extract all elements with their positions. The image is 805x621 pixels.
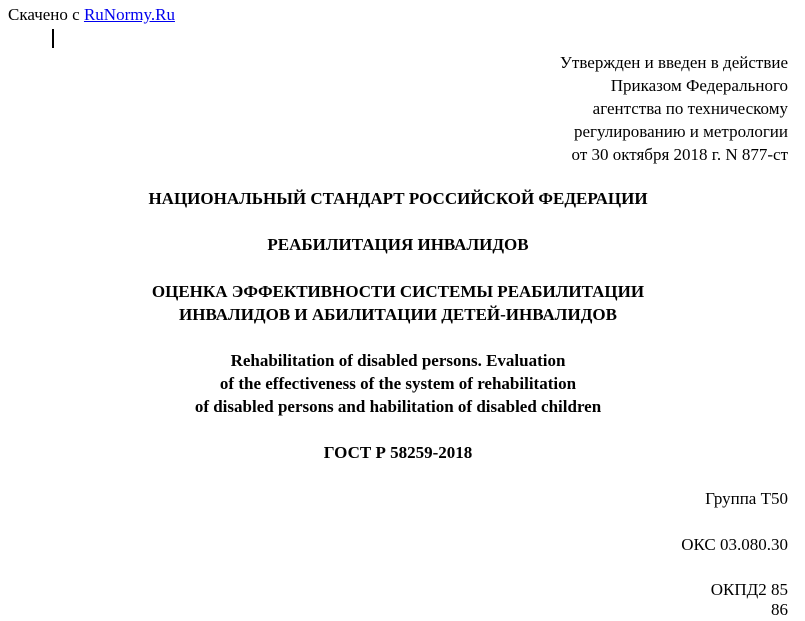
- standard-title-main: [0, 233, 796, 256]
- approval-line: агентства по техническому: [592, 99, 788, 118]
- standard-title-sub-line: ОЦЕНКА ЭФФЕКТИВНОСТИ СИСТЕМЫ РЕАБИЛИТАЦИИ: [151, 282, 645, 301]
- standard-designation-text: ГОСТ Р 58259-2018: [323, 443, 473, 462]
- classification-okpd: ОКПД2 85: [710, 580, 788, 599]
- approval-block: [560, 51, 788, 166]
- standard-title-en-line: Rehabilitation of disabled persons. Evaluation: [230, 351, 566, 370]
- standard-title-en-line: of disabled persons and habilitation of disabled children: [194, 397, 602, 416]
- standard-type: [0, 187, 796, 210]
- classification-oks: ОКС 03.080.30: [681, 535, 788, 554]
- standard-title-en-line: of the effectiveness of the system of rehabilitation: [219, 374, 577, 393]
- classification-group: Группа Т50: [705, 489, 788, 508]
- standard-title-sub: [0, 280, 796, 326]
- source-line: [8, 5, 175, 25]
- standard-title-main-text: РЕАБИЛИТАЦИЯ ИНВАЛИДОВ: [267, 235, 529, 254]
- approval-line: от 30 октября 2018 г. N 877-ст: [571, 145, 788, 164]
- standard-designation: [0, 441, 796, 464]
- source-prefix: Скачено с: [8, 5, 84, 24]
- approval-line: Приказом Федерального: [610, 76, 788, 95]
- source-link[interactable]: RuNormy.Ru: [83, 5, 175, 24]
- text-cursor: [52, 29, 54, 48]
- standard-type-text: НАЦИОНАЛЬНЫЙ СТАНДАРТ РОССИЙСКОЙ ФЕДЕРАЦИИ: [148, 189, 648, 208]
- approval-line: Утвержден и введен в действие: [559, 53, 788, 72]
- classification-okpd-continued: 86: [771, 600, 788, 619]
- standard-title-en: [0, 349, 796, 418]
- approval-line: регулированию и метрологии: [573, 122, 788, 141]
- standard-title-sub-line: ИНВАЛИДОВ И АБИЛИТАЦИИ ДЕТЕЙ-ИНВАЛИДОВ: [179, 305, 617, 324]
